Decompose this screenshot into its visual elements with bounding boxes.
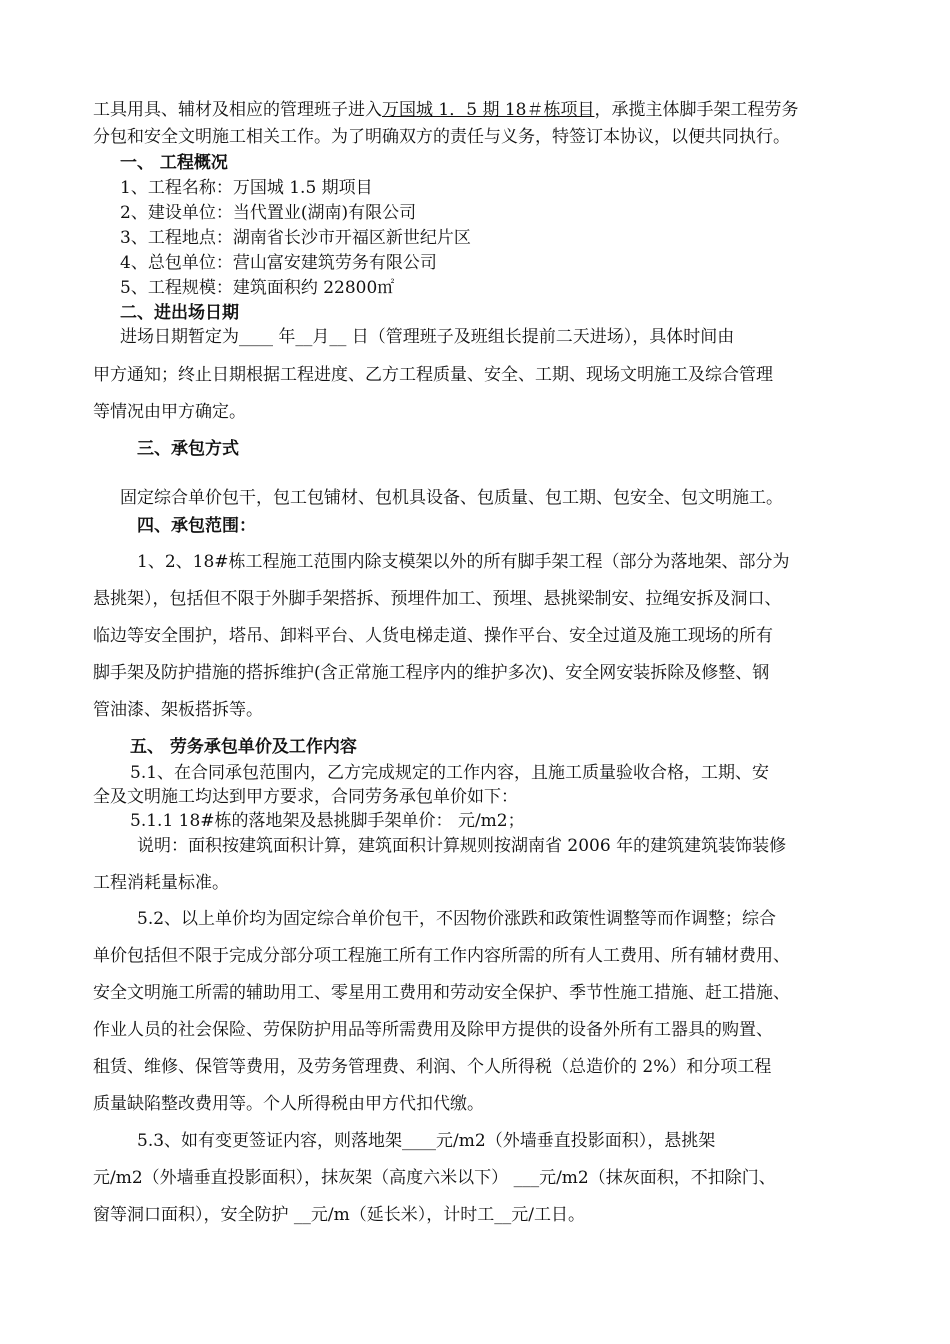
note-line: 说明：面积按建筑面积计算，建筑面积计算规则按湖南省 2006 年的建筑建筑装饰装修 [137,836,787,856]
clause-5-1-1: 5.1.1 18#栋的落地架及悬挑脚手架单价： 元/m2； [130,811,525,831]
clause-5-3-line: 5.3、如有变更签证内容，则落地架____元/m2（外墙垂直投影面积），悬挑架 [137,1131,716,1151]
section-4-heading: 四、承包范围： [137,516,256,536]
note-line: 工程消耗量标准。 [93,873,229,893]
project-info-item: 4、总包单位：营山富安建筑劳务有限公司 [120,253,437,273]
clause-5-2-line: 质量缺陷整改费用等。个人所得税由甲方代扣代缴。 [93,1094,484,1114]
clause-5-2-line: 单价包括但不限于完成分部分项工程施工所有工作内容所需的所有人工费用、所有辅材费用、 [93,946,790,966]
clause-5-1-line: 5.1、在合同承包范围内，乙方完成规定的工作内容，且施工质量验收合格，工期、安 [130,763,770,783]
project-info-item: 2、建设单位：当代置业(湖南)有限公司 [120,203,417,223]
section-1-heading: 一、 工程概况 [120,153,228,173]
clause-5-1-line: 全及文明施工均达到甲方要求，合同劳务承包单价如下： [93,787,518,807]
clause-5-2-line: 安全文明施工所需的辅助用工、零星用工费用和劳动安全保护、季节性施工措施、赶工措施、 [93,983,790,1003]
project-info-item: 3、工程地点：湖南省长沙市开福区新世纪片区 [120,228,471,248]
section-3-line: 固定综合单价包干，包工包铺材、包机具设备、包质量、包工期、包安全、包文明施工。 [120,488,783,508]
section-4-line: 悬挑架），包括但不限于外脚手架搭拆、预埋件加工、预埋、悬挑梁制安、拉绳安拆及洞口、 [93,589,782,609]
section-2-line: 进场日期暂定为____ 年__月__ 日（管理班子及班组长提前二天进场），具体时间由 [120,327,735,347]
clause-5-3-line: 元/m2（外墙垂直投影面积），抹灰架（高度六米以下） ___元/m2（抹灰面积，不扣除门、 [93,1168,776,1188]
clause-5-2-line: 租赁、维修、保管等费用，及劳务管理费、利润、个人所得税（总造价的 2%）和分项工程 [93,1057,772,1077]
project-info-item: 5、工程规模：建筑面积约 22800㎡ [120,278,395,298]
section-2-line: 甲方通知；终止日期根据工程进度、乙方工程质量、安全、工期、现场文明施工及综合管理 [93,365,773,385]
intro-line-2: 分包和安全文明施工相关工作。为了明确双方的责任与义务，特签订本协议，以便共同执行。 [93,127,790,147]
clause-5-2-line: 5.2、以上单价均为固定综合单价包干，不因物价涨跌和政策性调整等而作调整；综合 [137,909,777,929]
section-4-line: 管油漆、架板搭拆等。 [93,700,263,720]
intro-text: ，承揽主体脚手架工程劳务 [594,100,799,120]
section-4-line: 临边等安全围护，塔吊、卸料平台、人货电梯走道、操作平台、安全过道及施工现场的所有 [93,626,773,646]
section-4-line: 1、2、18#栋工程施工范围内除支模架以外的所有脚手架工程（部分为落地架、部分为 [137,552,790,572]
intro-text: 工具用具、辅材及相应的管理班子进入 [93,100,382,120]
clause-5-3-line: 窗等洞口面积），安全防护 __元/m（延长米），计时工__元/工日。 [93,1205,585,1225]
section-4-line: 脚手架及防护措施的搭拆维护(含正常施工程序内的维护多次)、安全网安装拆除及修整、钢 [93,663,770,683]
clause-5-2-line: 作业人员的社会保险、劳保防护用品等所需费用及除甲方提供的设备外所有工器具的购置、 [93,1020,773,1040]
intro-line-1 [93,98,873,122]
section-2-heading: 二、进出场日期 [120,303,239,323]
section-2-line: 等情况由甲方确定。 [93,402,246,422]
project-info-item: 1、工程名称：万国城 1.5 期项目 [120,178,373,198]
project-name: 万国城 1．5 期 18＃栋项目 [382,100,595,120]
section-5-heading: 五、 劳务承包单价及工作内容 [130,737,357,757]
section-3-heading: 三、承包方式 [137,439,239,459]
